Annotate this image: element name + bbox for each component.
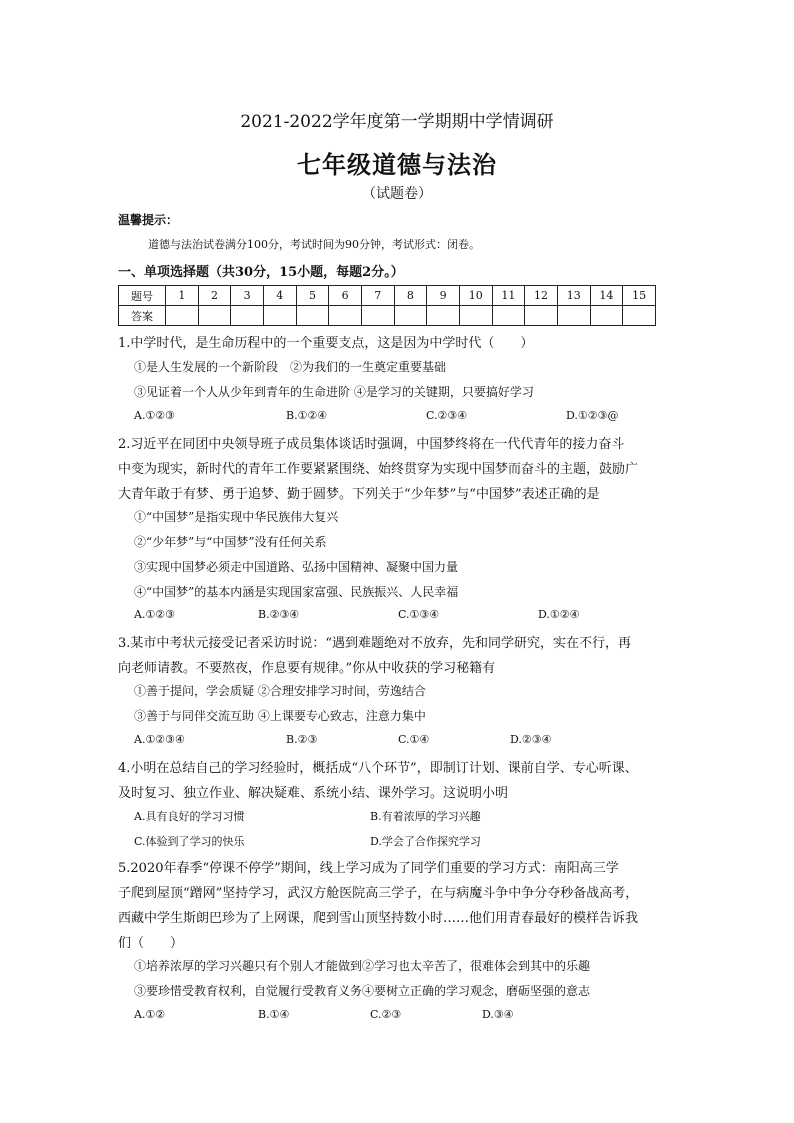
answer-cell[interactable] xyxy=(590,306,623,326)
question-4-stem: 及时复习、独立作业、解决疑难、系统小结、课外学习。这说明小明 xyxy=(118,786,509,801)
question-number-cell: 8 xyxy=(394,286,427,306)
question-1-stem: 1.中学时代，是生命历程中的一个重要支点，这是因为中学时代（ ） xyxy=(118,336,534,351)
tips-text: 道德与法治试卷满分100分，考试时间为90分钟，考试形式：闭卷。 xyxy=(148,238,480,251)
question-1-choice-b: B.①②④ xyxy=(286,409,328,422)
question-2-stem: 2.习近平在同团中央领导班子成员集体谈话时强调，中国梦终将在一代代青年的接力奋斗 xyxy=(118,437,625,452)
question-number-cell: 2 xyxy=(198,286,231,306)
question-4-choice-c: C.体验到了学习的快乐 xyxy=(134,835,245,848)
answer-cell[interactable] xyxy=(623,306,656,326)
question-1-option-line: ①是人生发展的一个新阶段 ②为我们的一生奠定重要基础 xyxy=(134,360,447,374)
question-number-cell: 7 xyxy=(361,286,394,306)
question-3-stem: 向老师请教。不要熬夜，作息要有规律。”你从中收获的学习秘籍有 xyxy=(118,661,496,676)
question-3-option-line: ③善于与同伴交流互助 ④上课要专心致志，注意力集中 xyxy=(134,709,426,723)
answer-cell[interactable] xyxy=(166,306,199,326)
answer-cell[interactable] xyxy=(525,306,558,326)
question-3-choice-d: D.②③④ xyxy=(510,733,552,746)
question-5-choice-c: C.②③ xyxy=(370,1008,402,1021)
paper-type: （试题卷） xyxy=(362,186,432,202)
section-title: 一、单项选择题（共30分，15小题，每题2分。） xyxy=(118,265,404,280)
question-3-stem: 3.某市中考状元接受记者采访时说：“遇到难题绝对不放弃，先和同学研究，实在不行，再 xyxy=(118,636,632,651)
question-2-choice-c: C.①③④ xyxy=(398,608,440,621)
question-1-choice-d: D.①②③@ xyxy=(566,409,619,422)
answer-cell[interactable] xyxy=(459,306,492,326)
question-5-option-line: ①培养浓厚的学习兴趣只有个别人才能做到②学习也太辛苦了，很难体会到其中的乐趣 xyxy=(134,959,591,973)
question-1-choice-a: A.①②③ xyxy=(134,409,176,422)
question-5-choice-d: D.③④ xyxy=(482,1008,514,1021)
question-number-cell: 9 xyxy=(427,286,460,306)
answer-cell[interactable] xyxy=(296,306,329,326)
question-5-stem: 们（ ） xyxy=(118,936,184,951)
question-2-option-line: ③实现中国梦必须走中国道路、弘扬中国精神、凝聚中国力量 xyxy=(134,560,459,574)
question-3-option-line: ①善于提问，学会质疑 ②合理安排学习时间，劳逸结合 xyxy=(134,684,426,698)
question-4-stem: 4.小明在总结自己的学习经验时，概括成“八个环节”，即制订计划、课前自学、专心听课、 xyxy=(118,761,638,776)
question-5-stem: 子爬到屋顶“蹭网”坚持学习，武汉方舱医院高三学子，在与病魔斗争中争分夺秒备战高考， xyxy=(118,886,639,901)
question-5-stem: 西藏中学生斯朗巴珍为了上网课，爬到雪山顶坚持数小时……他们用青春最好的模样告诉我 xyxy=(118,911,639,926)
question-3-choice-a: A.①②③④ xyxy=(134,733,185,746)
question-number-cell: 11 xyxy=(492,286,525,306)
question-number-cell: 15 xyxy=(623,286,656,306)
question-5-choice-a: A.①② xyxy=(134,1008,166,1021)
question-2-option-line: ②“少年梦”与“中国梦”没有任何关系 xyxy=(134,535,327,549)
question-number-cell: 1 xyxy=(166,286,199,306)
question-4-choice-a: A.具有良好的学习习惯 xyxy=(134,810,245,823)
answer-table-answer-row xyxy=(119,306,656,326)
question-3-choice-b: B.②③ xyxy=(286,733,318,746)
answer-cell[interactable] xyxy=(427,306,460,326)
question-number-cell: 5 xyxy=(296,286,329,306)
question-number-cell: 14 xyxy=(590,286,623,306)
question-number-cell: 13 xyxy=(557,286,590,306)
answer-cell[interactable] xyxy=(492,306,525,326)
question-3-choice-c: C.①④ xyxy=(398,733,430,746)
question-1-choice-c: C.②③④ xyxy=(426,409,468,422)
question-1-option-line: ③见证着一个人从少年到青年的生命进阶 ④是学习的关键期，只要搞好学习 xyxy=(134,385,534,399)
answer-table xyxy=(118,285,656,326)
answer-cell[interactable] xyxy=(198,306,231,326)
question-2-choice-a: A.①②③ xyxy=(134,608,176,621)
question-4-choice-b: B.有着浓厚的学习兴趣 xyxy=(370,810,481,823)
question-2-option-line: ④“中国梦”的基本内涵是实现国家富强、民族振兴、人民幸福 xyxy=(134,585,459,599)
question-number-cell: 4 xyxy=(263,286,296,306)
question-2-choice-d: D.①②④ xyxy=(538,608,580,621)
question-number-cell: 12 xyxy=(525,286,558,306)
exam-title: 2021-2022学年度第一学期期中学情调研 xyxy=(240,112,554,132)
tips-label: 温馨提示： xyxy=(118,213,179,227)
answer-cell[interactable] xyxy=(394,306,427,326)
question-4-choice-d: D.学会了合作探究学习 xyxy=(370,835,481,848)
table-row-label: 题号 xyxy=(119,286,166,306)
answer-cell[interactable] xyxy=(557,306,590,326)
question-2-choice-b: B.②③④ xyxy=(258,608,300,621)
question-2-stem: 大青年敢于有梦、勇于追梦、勤于圆梦。下列关于“少年梦”与“中国梦”表述正确的是 xyxy=(118,487,600,502)
answer-cell[interactable] xyxy=(329,306,362,326)
question-2-option-line: ①“中国梦”是指实现中华民族伟大复兴 xyxy=(134,510,339,524)
answer-cell[interactable] xyxy=(263,306,296,326)
answer-table-number-row xyxy=(119,286,656,306)
table-row-label: 答案 xyxy=(119,306,166,326)
question-number-cell: 10 xyxy=(459,286,492,306)
question-number-cell: 3 xyxy=(231,286,264,306)
question-2-stem: 中变为现实，新时代的青年工作要紧紧围绕、始终贯穿为实现中国梦而奋斗的主题，鼓励广 xyxy=(118,462,639,477)
question-number-cell: 6 xyxy=(329,286,362,306)
question-5-choice-b: B.①④ xyxy=(258,1008,290,1021)
question-5-stem: 5.2020年春季“停课不停学”期间，线上学习成为了同学们重要的学习方式：南阳高三学 xyxy=(118,861,619,876)
subject-title: 七年级道德与法治 xyxy=(297,150,497,179)
answer-cell[interactable] xyxy=(361,306,394,326)
answer-cell[interactable] xyxy=(231,306,264,326)
question-5-option-line: ③要珍惜受教育权利，自觉履行受教育义务④要树立正确的学习观念，磨砺坚强的意志 xyxy=(134,984,591,998)
